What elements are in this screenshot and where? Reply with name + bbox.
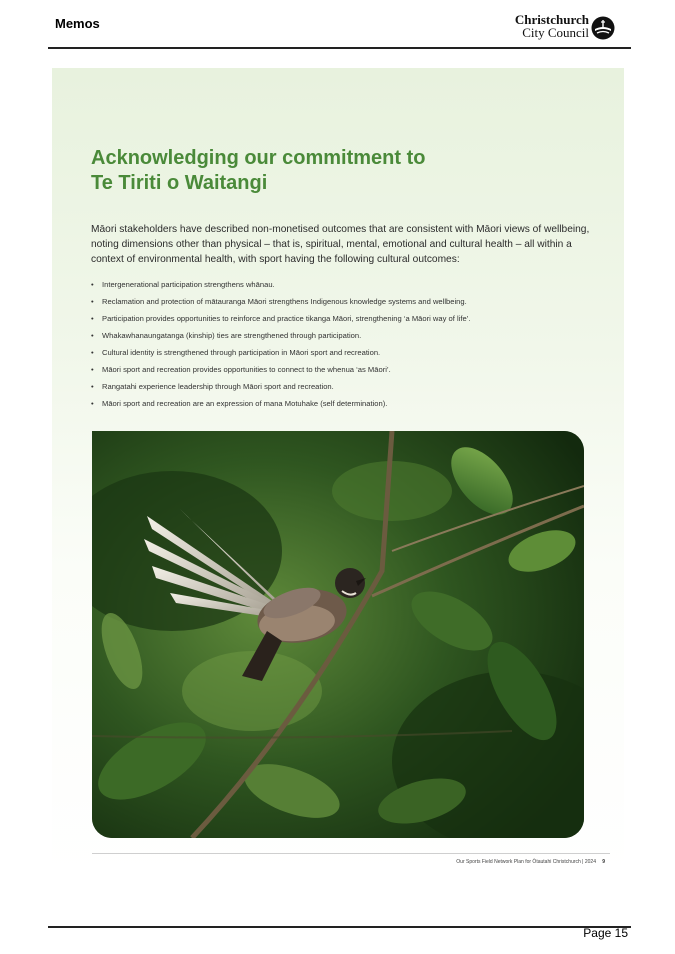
- header-title: Memos: [55, 16, 100, 31]
- section-heading: [91, 146, 511, 196]
- list-item: • Māori sport and recreation provides opportunities to connect to the whenua ‘as Māori’.: [91, 361, 591, 378]
- header-rule: [48, 47, 631, 49]
- list-item: • Cultural identity is strengthened through participation in Māori sport and recreation.: [91, 344, 591, 361]
- list-item: • Whakawhanaungatanga (kinship) ties are strengthened through participation.: [91, 327, 591, 344]
- christchurch-city-council-logo-icon: [591, 16, 615, 40]
- list-item: • Participation provides opportunities to reinforce and practice tikanga Māori, strengthening ‘a Māori way of life’.: [91, 310, 591, 327]
- fantail-photo: [92, 431, 584, 838]
- heading-line-1: Acknowledging our commitment to: [91, 147, 426, 169]
- list-item: • Reclamation and protection of mātauranga Māori strengthens Indigenous knowledge systems and wellbeing.: [91, 293, 591, 310]
- intro-paragraph: Māori stakeholders have described non-monetised outcomes that are consistent with Māori views of wellbeing, noting dimensions other than physical – that is, spiritual, mental, emotional and cultural health – all within a context of environmental health, with sport having the following cultural outcomes:: [91, 224, 590, 265]
- page-number: Page 15: [583, 926, 628, 940]
- list-item: • Rangatahi experience leadership through Māori sport and recreation.: [91, 378, 591, 395]
- council-logo: [515, 13, 615, 39]
- fantail-bird-photo-icon: [92, 431, 584, 838]
- footer-rule: [92, 853, 610, 854]
- bottom-rule: [48, 926, 631, 928]
- outcomes-list: [91, 276, 591, 412]
- footer-doc-title: Our Sports Field Network Plan for Ōtautahi Christchurch | 2024: [456, 859, 596, 865]
- list-item: • Māori sport and recreation are an expression of mana Motuhake (self determination).: [91, 395, 591, 412]
- footer-inner-page-number: 9: [602, 859, 605, 865]
- logo-line-1: Christchurch: [514, 12, 589, 27]
- heading-line-2: Te Tiriti o Waitangi: [91, 172, 268, 194]
- list-item: • Intergenerational participation strengthens whānau.: [91, 276, 591, 293]
- logo-line-2: City Council: [522, 25, 589, 40]
